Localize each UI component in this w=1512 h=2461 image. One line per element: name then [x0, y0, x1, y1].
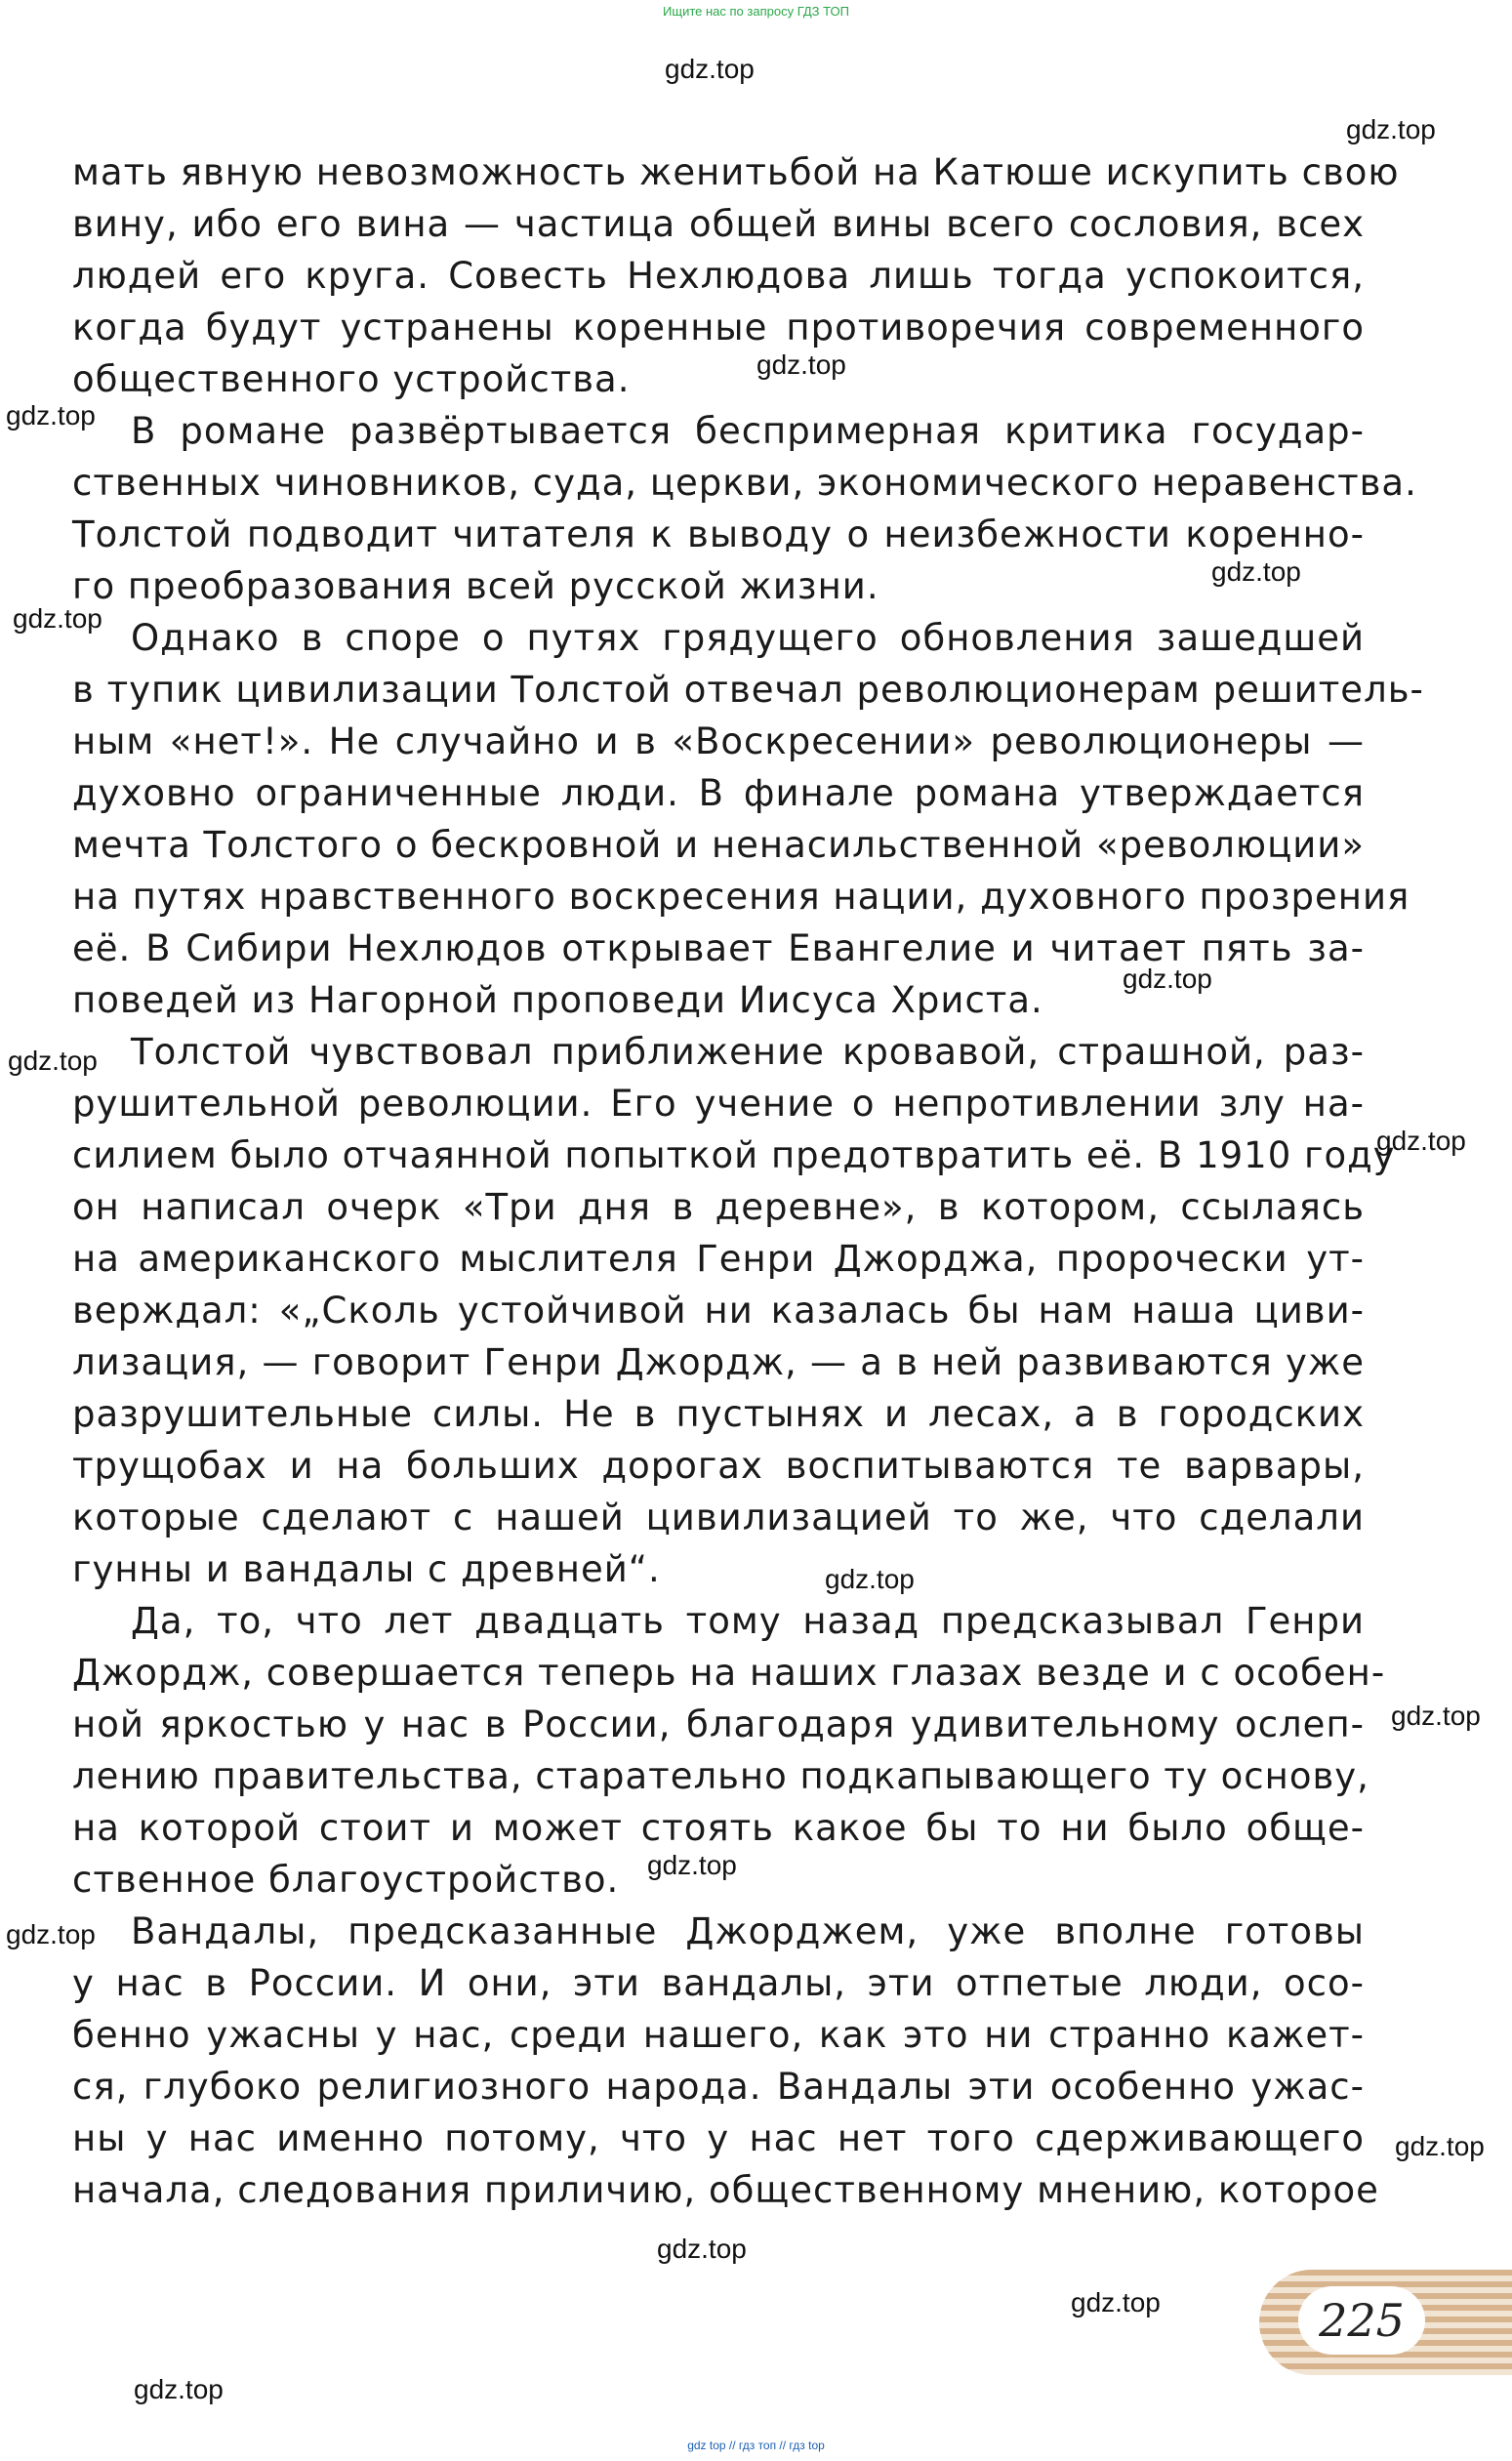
text-line: бенно ужасны у нас, среди нашего, как это ни странно кажет- — [72, 2014, 1365, 2056]
text-line: у нас в России. И они, эти вандалы, эти отпетые люди, осо- — [72, 1962, 1365, 2004]
text-line: Джордж, совершается теперь на наших глазах везде и с особен- — [72, 1652, 1386, 1694]
watermark: gdz.top — [1071, 2287, 1161, 2317]
text-line: поведей из Нагорной проповеди Иисуса Христа. — [72, 979, 1043, 1021]
text-line: го преобразования всей русской жизни. — [72, 565, 879, 607]
watermark: gdz.top — [1376, 1126, 1466, 1156]
watermark: gdz.top — [6, 400, 96, 431]
watermark: gdz.top — [1123, 964, 1212, 994]
watermark: gdz.top — [1391, 1701, 1481, 1731]
text-line: гунны и вандалы с древней“. — [72, 1548, 661, 1590]
page-number: 225 — [1298, 2286, 1425, 2355]
text-line: начала, следования приличию, общественному мнению, которое — [72, 2169, 1379, 2211]
text-line: которые сделают с нашей цивилизацией то же, что сделали — [72, 1497, 1365, 1538]
text-line: на которой стоит и может стоять какое бы то ни было обще- — [72, 1807, 1365, 1849]
paragraph-start-line: Толстой чувствовал приближение кровавой, страшной, раз- — [131, 1031, 1365, 1073]
text-line: ся, глубоко религиозного народа. Вандалы эти особенно ужас- — [72, 2066, 1365, 2108]
text-line: верждал: «„Сколь устойчивой ни казалась бы нам наша циви- — [72, 1290, 1365, 1332]
text-line: он написал очерк «Три дня в деревне», в котором, ссылаясь — [72, 1186, 1365, 1228]
text-line: ны у нас именно потому, что у нас нет того сдерживающего — [72, 2117, 1365, 2159]
text-line: трущобах и на больших дорогах воспитываются те варвары, — [72, 1445, 1365, 1487]
watermark: gdz.top — [13, 603, 102, 634]
watermark: gdz.top — [756, 349, 846, 380]
text-line: ственное благоустройство. — [72, 1859, 620, 1901]
text-line: когда будут устранены коренные противоречия современного — [72, 307, 1365, 349]
text-line: духовно ограниченные люди. В финале романа утверждается — [72, 772, 1365, 814]
watermark: gdz.top — [665, 54, 755, 84]
text-line: людей его круга. Совесть Нехлюдова лишь тогда успокоится, — [72, 255, 1365, 297]
text-line: разрушительные силы. Не в пустынях и лесах, а в городских — [72, 1393, 1365, 1435]
watermark: gdz.top — [825, 1564, 915, 1594]
watermark: gdz.top — [647, 1850, 737, 1880]
paragraph-start-line: Да, то, что лет двадцать тому назад предсказывал Генри — [131, 1600, 1365, 1642]
text-line: мечта Толстого о бескровной и ненасильственной «революции» — [72, 824, 1365, 866]
text-line: ным «нет!». Не случайно и в «Воскресении» революционеры — — [72, 720, 1365, 762]
text-line: мать явную невозможность женитьбой на Катюше искупить свою — [72, 151, 1400, 193]
top-banner: Ищите нас по запросу ГДЗ ТОП — [663, 4, 849, 19]
paragraph-start-line: Вандалы, предсказанные Джорджем, уже вполне готовы — [131, 1910, 1365, 1952]
text-line: в тупик цивилизации Толстой отвечал революционерам решитель- — [72, 669, 1424, 711]
text-line: лизация, — говорит Генри Джордж, — а в ней развиваются уже — [72, 1341, 1365, 1383]
text-line: общественного устройства. — [72, 358, 631, 400]
watermark: gdz.top — [134, 2374, 224, 2404]
watermark: gdz.top — [8, 1046, 98, 1076]
watermark: gdz.top — [657, 2234, 747, 2264]
text-line: лению правительства, старательно подкапывающего ту основу, — [72, 1755, 1369, 1797]
watermark: gdz.top — [1211, 556, 1301, 587]
text-line: её. В Сибири Нехлюдов открывает Евангелие и читает пять за- — [72, 927, 1365, 969]
text-line: ственных чиновников, суда, церкви, экономического неравенства. — [72, 462, 1417, 504]
text-line: вину, ибо его вина — частица общей вины всего сословия, всех — [72, 203, 1365, 245]
watermark: gdz.top — [1346, 114, 1436, 144]
text-line: силием было отчаянной попыткой предотвратить её. В 1910 году — [72, 1134, 1396, 1176]
watermark: gdz.top — [1395, 2131, 1485, 2161]
bottom-banner: gdz top // гдз топ // гдз top — [687, 2439, 825, 2452]
text-line: Толстой подводит читателя к выводу о неизбежности коренно- — [72, 513, 1365, 555]
watermark: gdz.top — [6, 1919, 96, 1949]
text-line: на американского мыслителя Генри Джорджа, пророчески ут- — [72, 1238, 1365, 1280]
text-line: рушительной революции. Его учение о непротивлении злу на- — [72, 1083, 1365, 1125]
text-line: на путях нравственного воскресения нации, духовного прозрения — [72, 876, 1410, 918]
text-line: ной яркостью у нас в России, благодаря удивительному ослеп- — [72, 1703, 1365, 1745]
paragraph-start-line: В романе развёртывается беспримерная критика государ- — [131, 410, 1365, 452]
paragraph-start-line: Однако в споре о путях грядущего обновления зашедшей — [131, 617, 1365, 659]
